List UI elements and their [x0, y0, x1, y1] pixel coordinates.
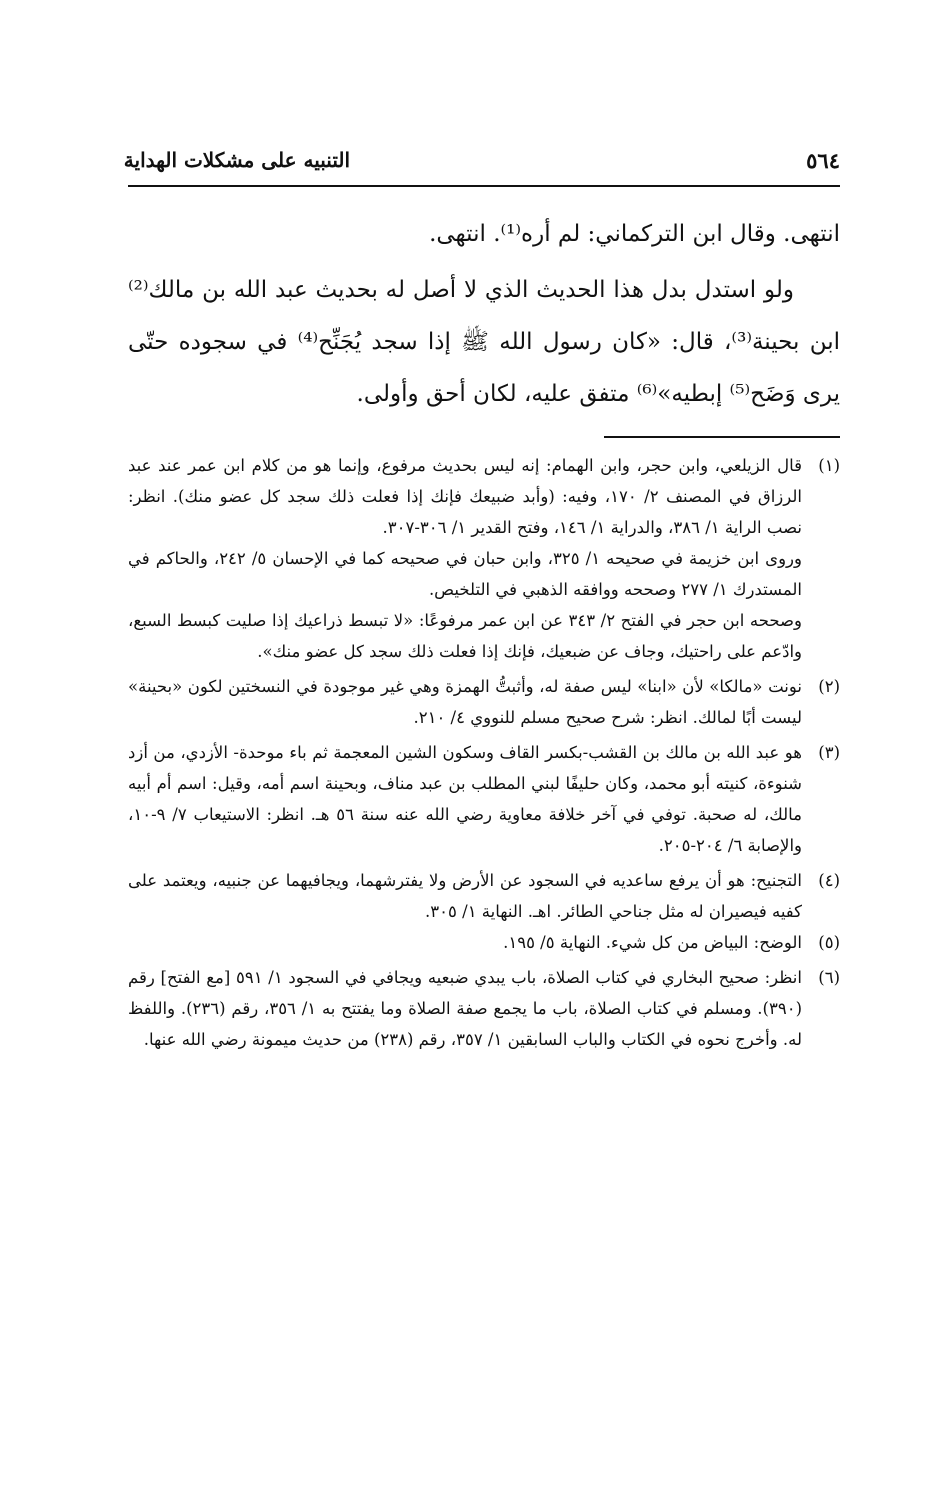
footnote-2: [128, 671, 840, 733]
footnote-number: (٣): [818, 743, 840, 762]
footnote-body: [128, 962, 802, 1055]
footnote-text: وروى ابن خزيمة في صحيحه ١/ ٣٢٥، وابن حبان في صحيحه كما في الإحسان ٥/ ٢٤٢، والحاكم في المستدرك ١/ ٢٧٧ وصححه ووافقه الذهبي في التلخيص.: [128, 549, 802, 599]
footnote-number: (٥): [818, 933, 840, 952]
footnote-text: قال الزيلعي، وابن حجر، وابن الهمام: إنه ليس بحديث مرفوع، وإنما هو من كلام ابن عمر عند عبد الرزاق في المصنف ٢/ ١٧٠، وفيه: (وأبد ضبيعك فإنك إذا فعلت ذلك سجد كل عضو منك). انظر: نصب الراية ١/ ٣٨٦، والدراية ١/ ١٤٦، وفتح القدير ١/ ٣٠٦-٣٠٧.: [128, 456, 802, 537]
main-paragraph-2: ولو استدل بدل هذا الحديث الذي لا أصل له بحديث عبد الله بن مالك⁽²⁾ ابن بحينة⁽³⁾، قال: «كان رسول الله ﷺ إذا سجد يُجَنِّح⁽⁴⁾ في سجوده حتّى يرى وَضَح⁽⁵⁾ إبطيه»⁽⁶⁾ متفق عليه، لكان أحق وأولى.: [128, 277, 840, 407]
footnote-body: [128, 865, 802, 927]
footnote-1: [128, 450, 840, 667]
footnote-text: هو عبد الله بن مالك بن القشب-بكسر القاف وسكون الشين المعجمة ثم باء موحدة- الأزدي، من أزد شنوءة، كنيته أبو محمد، وكان حليفًا لبني المطلب بن عبد مناف، وبحينة اسم أمه، وقيل: اسم أم أبيه مالك، له صحبة. توفي في آخر خلافة معاوية رضي الله عنه سنة ٥٦ هـ. انظر: الاستيعاب ٧/ ٩-١٠، والإصابة ٦/ ٢٠٤-٢٠٥.: [128, 743, 803, 855]
footnote-3: [128, 737, 840, 861]
footnote-text: التجنيح: هو أن يرفع ساعديه في السجود عن الأرض ولا يفترشهما، ويجافيهما عن جنبيه، ويعتمد على كفيه فيصيران له مثل جناحي الطائر. اهـ. النهاية ١/ ٣٠٥.: [128, 871, 802, 921]
footnote-4: [128, 865, 840, 927]
footnote-text: الوضح: البياض من كل شيء. النهاية ٥/ ١٩٥.: [503, 933, 802, 952]
footnote-6: [128, 962, 840, 1055]
running-title: التنبيه على مشكلات الهداية: [123, 148, 350, 172]
footnote-number: (٦): [818, 968, 840, 987]
footnote-body: [128, 927, 802, 958]
footnote-number: (٤): [818, 871, 840, 890]
header-rule: [128, 185, 840, 187]
footnote-body: [128, 450, 802, 667]
footnote-number: (٢): [818, 677, 840, 696]
footnote-body: [128, 737, 802, 861]
footnote-text: نونت «مالكا» لأن «ابنا» ليس صفة له، وأثبتُّ الهمزة وهي غير موجودة في النسختين لكون «بحينة» ليست أبًا لمالك. انظر: شرح صحيح مسلم للنووي ٤/ ٢١٠.: [128, 677, 802, 727]
footnote-5: [128, 927, 840, 958]
main-paragraph-1: انتهى. وقال ابن التركماني: لم أره⁽¹⁾. انتهى.: [429, 221, 840, 247]
footnote-body: [128, 671, 802, 733]
main-text: [128, 208, 840, 420]
footnote-text: وصححه ابن حجر في الفتح ٢/ ٣٤٣ عن ابن عمر مرفوعًا: «لا تبسط ذراعيك إذا صليت كبسط السبع، وادّعم على راحتيك، وجاف عن ضبعيك، فإنك إذا فعلت ذلك سجد كل عضو منك».: [128, 611, 802, 661]
footnotes: [128, 450, 840, 1055]
page-number: ٥٦٤: [806, 148, 840, 173]
footnote-separator: [604, 436, 840, 438]
footnote-number: (١): [818, 456, 840, 475]
footnote-text: انظر: صحيح البخاري في كتاب الصلاة، باب يبدي ضبعيه ويجافي في السجود ١/ ٥٩١ [مع الفتح] رقم (٣٩٠). ومسلم في كتاب الصلاة، باب ما يجمع صفة الصلاة وما يفتتح به ١/ ٣٥٦، رقم (٢٣٦). واللفظ له. وأخرج نحوه في الكتاب والباب السابقين ١/ ٣٥٧، رقم (٢٣٨) من حديث ميمونة رضي الله عنها.: [128, 968, 802, 1049]
